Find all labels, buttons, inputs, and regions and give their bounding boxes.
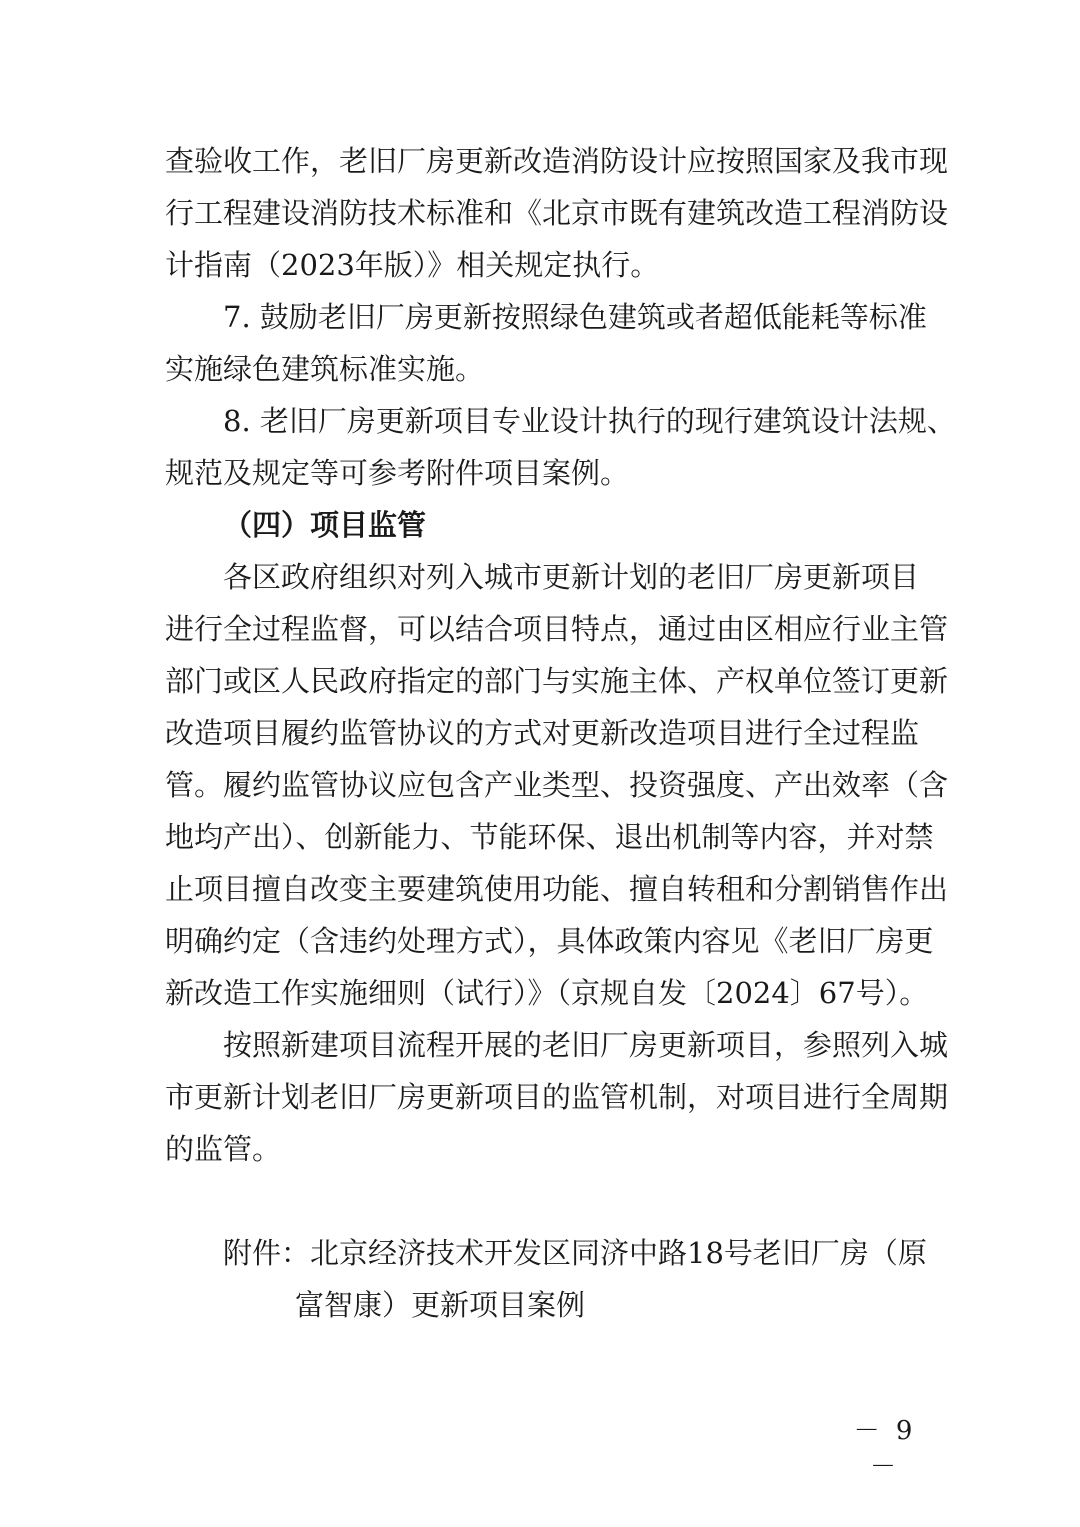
paragraph-line: 查验收工作，老旧厂房更新改造消防设计应按照国家及我市现	[165, 144, 949, 178]
paragraph-line: 规范及规定等可参考附件项目案例。	[165, 456, 630, 490]
paragraph-line: 市更新计划老旧厂房更新项目的监管机制，对项目进行全周期	[165, 1080, 949, 1114]
paragraph-line: 各区政府组织对列入城市更新计划的老旧厂房更新项目	[223, 560, 920, 594]
paragraph-line: 的监管。	[165, 1132, 282, 1166]
paragraph-line: 新改造工作实施细则（试行）》（京规自发〔2024〕67号）。	[165, 976, 929, 1010]
paragraph-line: 按照新建项目流程开展的老旧厂房更新项目，参照列入城	[223, 1028, 949, 1062]
paragraph-line: 部门或区人民政府指定的部门与实施主体、产权单位签订更新	[165, 664, 949, 698]
paragraph-line: 改造项目履约监管协议的方式对更新改造项目进行全过程监	[165, 716, 920, 750]
paragraph-line: 明确约定（含违约处理方式），具体政策内容见《老旧厂房更	[165, 924, 934, 958]
paragraph-line: 7. 鼓励老旧厂房更新按照绿色建筑或者超低能耗等标准	[223, 300, 927, 334]
paragraph-line: 管。履约监管协议应包含产业类型、投资强度、产出效率（含	[165, 768, 949, 802]
paragraph-line: 实施绿色建筑标准实施。	[165, 352, 485, 386]
paragraph-line: 地均产出）、创新能力、节能环保、退出机制等内容，并对禁	[165, 820, 934, 854]
attachment-line: 附件：北京经济技术开发区同济中路18号老旧厂房（原	[223, 1236, 927, 1270]
section-heading: （四）项目监管	[223, 508, 427, 542]
paragraph-line: 行工程建设消防技术标准和《北京市既有建筑改造工程消防设	[165, 196, 949, 230]
paragraph-line: 8. 老旧厂房更新项目专业设计执行的现行建筑设计法规、	[223, 404, 956, 438]
attachment-line: 富智康）更新项目案例	[295, 1288, 586, 1322]
paragraph-line: 进行全过程监督，可以结合项目特点，通过由区相应行业主管	[165, 612, 949, 646]
paragraph-line: 止项目擅自改变主要建筑使用功能、擅自转租和分割销售作出	[165, 872, 949, 906]
paragraph-line: 计指南（2023年版）》相关规定执行。	[165, 248, 660, 282]
page-number: － 9 －	[853, 1416, 917, 1482]
